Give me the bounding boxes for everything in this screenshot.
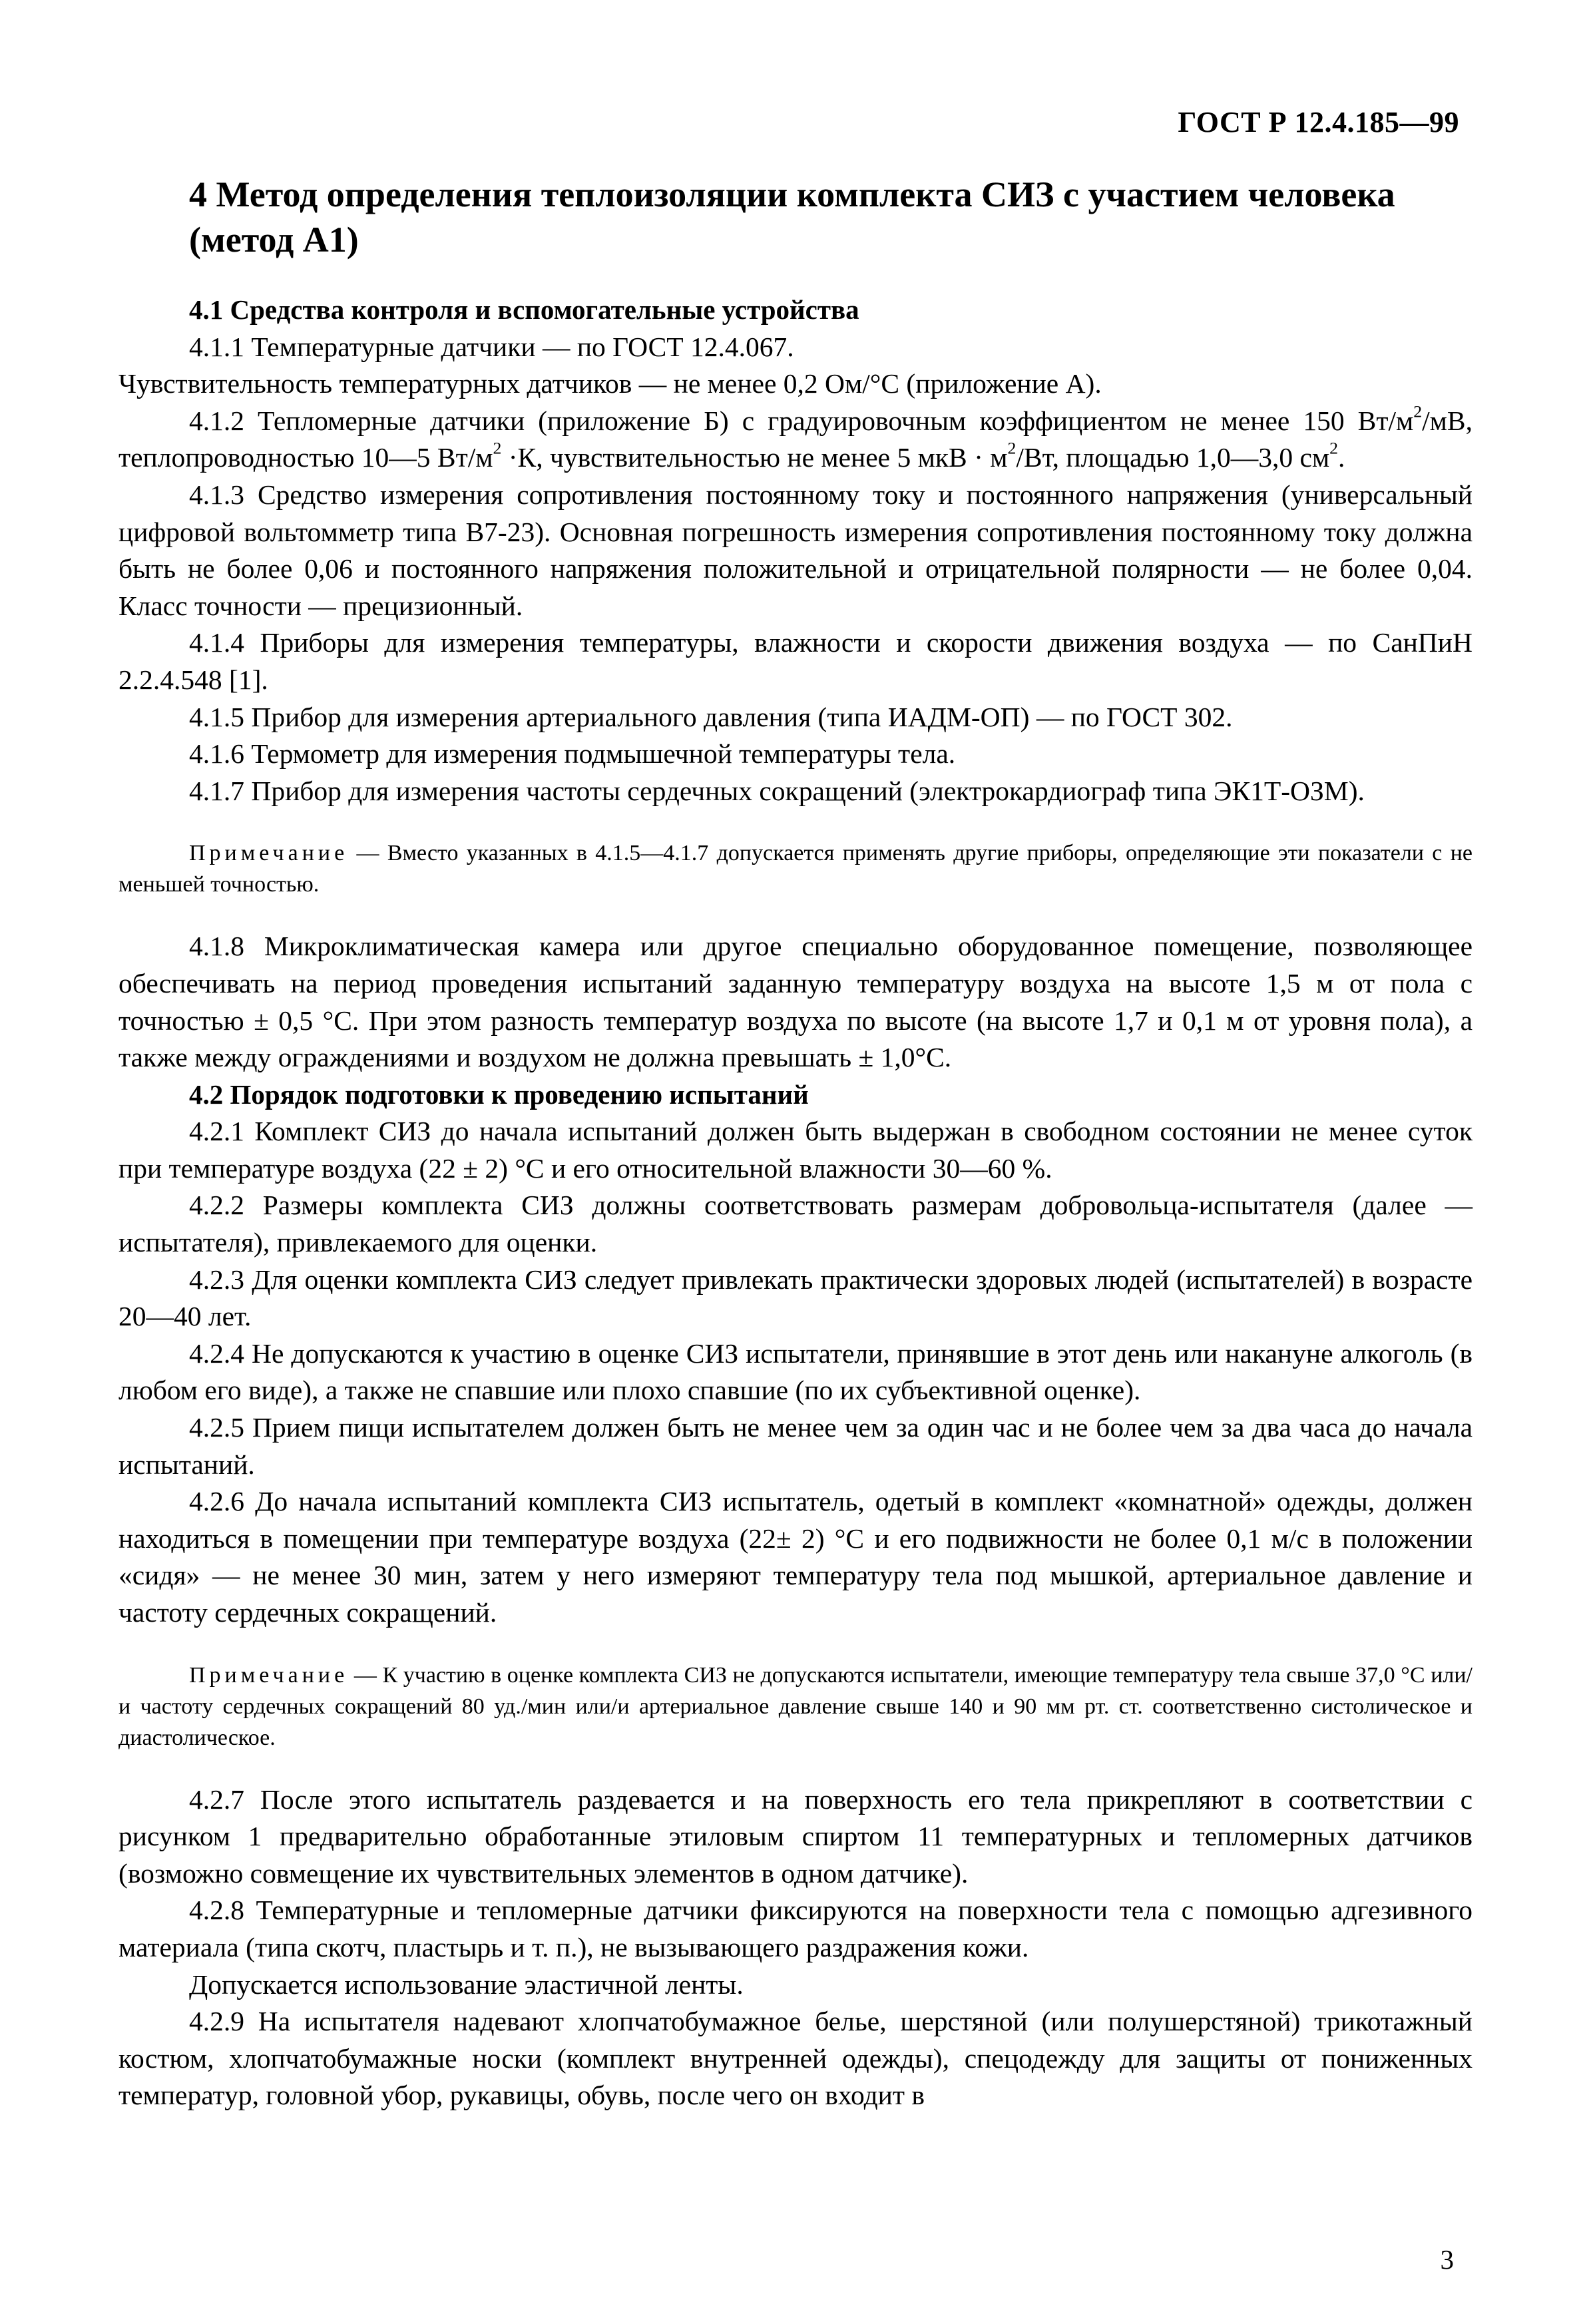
superscript: 2: [1413, 401, 1423, 421]
paragraph-4-2-8: 4.2.8 Температурные и тепломерные датчики фиксируются на поверхности тела с помощью адгезивного материала (типа скотч, пластырь и т. п.), не вызывающего раздражения кожи.: [118, 1895, 1473, 1963]
subsection-title-4-1: 4.1 Средства контроля и вспомогательные устройства: [189, 294, 859, 325]
paragraph-4-1-5: 4.1.5 Прибор для измерения артериального давления (типа ИАДМ-ОП) — по ГОСТ 302.: [189, 701, 1233, 732]
text-fragment: /мВ, теплопроводностью 10—5 Вт/м: [118, 405, 1473, 473]
note-1: [118, 837, 1473, 900]
paragraph-4-2-1: 4.2.1 Комплект СИЗ до начала испытаний должен быть выдержан в свободном состоянии не менее суток при температуре воздуха (22 ± 2) °С и его относительной влажности 30—60 %.: [118, 1116, 1473, 1184]
paragraph-4-1-7: 4.1.7 Прибор для измерения частоты сердечных сокращений (электрокардиограф типа ЭК1Т-ОЗМ).: [189, 775, 1365, 806]
paragraph-4-2-3: 4.2.3 Для оценки комплекта СИЗ следует привлекать практически здоровых людей (испытателей) в возрасте 20—40 лет.: [118, 1264, 1473, 1332]
paragraph-4-2-9: 4.2.9 На испытателя надевают хлопчатобумажное белье, шерстяной (или полушерстяной) трикотажный костюм, хлопчатобумажные носки (комплект внутренней одежды), спецодежду для защиты от пониженных температур, головной убор, рукавицы, обувь, после чего он входит в: [118, 2006, 1473, 2111]
note-label: Примечание: [189, 841, 349, 866]
paragraph-4-2-6: 4.2.6 До начала испытаний комплекта СИЗ испытатель, одетый в комплект «комнатной» одежды, должен находиться в помещении при температуре воздуха (22± 2) °С и его подвижности не более 0,1 м/с в положении «сидя» — не менее 30 мин, затем у него измеряют температуру тела под мышкой, артериальное давление и частоту сердечных сокращений.: [118, 1486, 1473, 1628]
standard-header: ГОСТ Р 12.4.185—99: [1178, 106, 1459, 138]
paragraph-4-2-2: 4.2.2 Размеры комплекта СИЗ должны соответствовать размерам добровольца-испытателя (далее — испытателя), привлекаемого для оценки.: [118, 1190, 1473, 1258]
superscript: 2: [1007, 439, 1017, 459]
paragraph-4-2-5: 4.2.5 Прием пищи испытателем должен быть не менее чем за один час и не более чем за два часа до начала испытаний.: [118, 1412, 1473, 1480]
paragraph-4-1-2: [118, 403, 1473, 477]
paragraph-4-1-6: 4.1.6 Термометр для измерения подмышечной температуры тела.: [189, 738, 956, 770]
text-fragment: .: [1338, 442, 1345, 473]
note-text: — К участию в оценке комплекта СИЗ не допускаются испытатели, имеющие температуру тела свыше 37,0 °С или/и частоту сердечных сокращений 80 уд./мин или/и артериальное давление свыше 140 и 90 мм рт. ст. соответственно систолическое и диастолическое.: [118, 1662, 1473, 1750]
paragraph-4-2-8-elastic: Допускается использование эластичной ленты.: [189, 1969, 744, 2000]
paragraph-4-1-1: 4.1.1 Температурные датчики — по ГОСТ 12.4.067.: [189, 331, 794, 362]
superscript: 2: [1329, 439, 1338, 459]
text-fragment: 4.1.2 Тепломерные датчики (приложение Б) с градуировочным коэффициентом не менее 150 Вт/м: [189, 405, 1414, 436]
text-fragment: /Вт, площадью 1,0—3,0 см: [1016, 442, 1330, 473]
superscript: 2: [493, 439, 502, 459]
page-number: 3: [1440, 2244, 1454, 2275]
paragraph-4-1-1-sensitivity: Чувствительность температурных датчиков — не менее 0,2 Ом/°С (приложение А).: [118, 368, 1102, 399]
text-fragment: ·К, чувствительностью не менее 5 мкВ · м: [501, 442, 1008, 473]
paragraph-4-2-4: 4.2.4 Не допускаются к участию в оценке СИЗ испытатели, принявшие в этот день или накануне алкоголь (в любом его виде), а также не спавшие или плохо спавшие (по их субъективной оценке).: [118, 1337, 1473, 1406]
paragraph-4-1-8: 4.1.8 Микроклиматическая камера или другое специально оборудованное помещение, позволяющее обеспечивать на период проведения испытаний заданную температуру воздуха на высоте 1,5 м от пола с точностью ± 0,5 °С. При этом разность температур воздуха по высоте (на высоте 1,7 и 0,1 м от уровня пола), а также между ограждениями и воздухом не должна превышать ± 1,0°С.: [118, 931, 1473, 1073]
paragraph-4-2-7: 4.2.7 После этого испытатель раздевается и на поверхность его тела прикрепляют в соответствии с рисунком 1 предварительно обработанные этиловым спиртом 11 температурных и тепломерных датчиков (возможно совмещение их чувствительных элементов в одном датчике).: [118, 1783, 1473, 1889]
section-title: 4 Метод определения теплоизоляции комплекта СИЗ с участием человека (метод А1): [189, 174, 1395, 260]
note-2: [118, 1660, 1473, 1753]
document-body: [118, 292, 1473, 2114]
paragraph-4-1-3: 4.1.3 Средство измерения сопротивления постоянному току и постоянного напряжения (универсальный цифровой вольтомметр типа В7-23). Основная погрешность измерения сопротивления постоянному току должна быть не более 0,06 и постоянного напряжения положительной и отрицательной полярности — не более 0,04. Класс точности — прецизионный.: [118, 479, 1473, 621]
subsection-title-4-2: 4.2 Порядок подготовки к проведению испытаний: [189, 1078, 809, 1110]
paragraph-4-1-4: 4.1.4 Приборы для измерения температуры, влажности и скорости движения воздуха — по СанПиН 2.2.4.548 [1].: [118, 627, 1473, 695]
note-text: — Вместо указанных в 4.1.5—4.1.7 допускается применять другие приборы, определяющие эти показатели с не меньшей точностью.: [118, 841, 1473, 897]
note-label: Примечание: [189, 1662, 349, 1688]
